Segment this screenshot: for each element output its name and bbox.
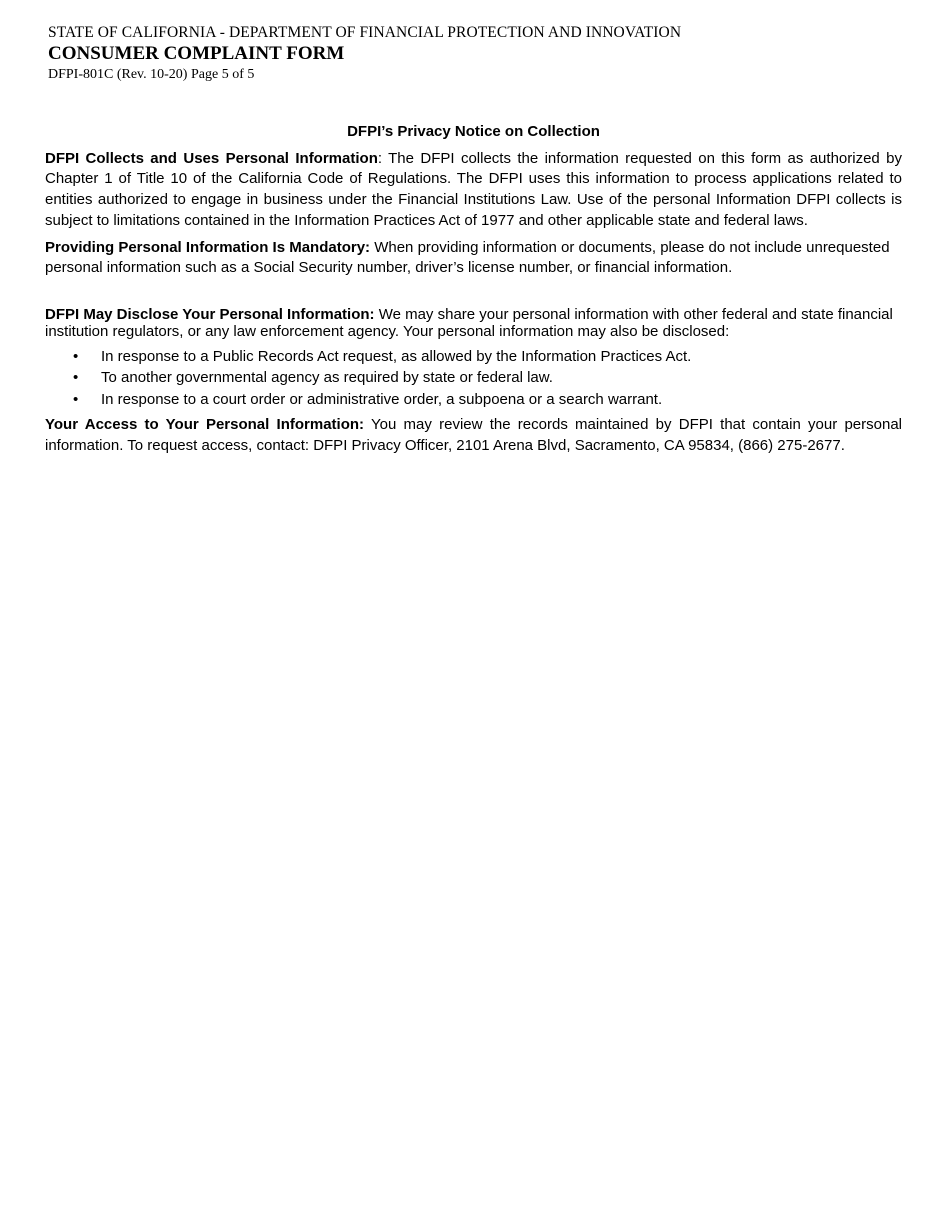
- collects-body: : The DFPI collects the information requested on this form as authorized by Chapter 1 of Title 10 of the California Code of Regulations. The DFPI uses this information to process applications related to entities authorized to engage in business under the Financial Institutions Law. Use of the personal Information DFPI collects is subject to limitations contained in the Information Practices Act of 1977 and other applicable state and federal laws.: [45, 149, 902, 229]
- access-paragraph: [45, 415, 902, 456]
- list-item: [45, 367, 902, 389]
- list-item-text: In response to a court order or administrative order, a subpoena or a search warrant.: [101, 390, 663, 408]
- list-item-text: To another governmental agency as required by state or federal law.: [101, 369, 553, 387]
- collects-paragraph: [45, 149, 902, 232]
- mandatory-heading: Providing Personal Information Is Mandatory:: [45, 238, 371, 256]
- bullet-icon: •: [73, 347, 79, 365]
- bullet-icon: •: [73, 369, 79, 387]
- access-heading: Your Access to Your Personal Information:: [45, 416, 365, 434]
- disclose-list: [45, 346, 902, 411]
- disclose-paragraph: [45, 306, 902, 340]
- list-item: [45, 346, 902, 368]
- list-item: [45, 389, 902, 411]
- access-body: You may review the records maintained by DFPI that contain your personal information. To request access, contact: DFPI Privacy Officer, 2101 Arena Blvd, Sacramento, CA 95834, (866) 275-2677.: [45, 416, 902, 455]
- disclose-heading: DFPI May Disclose Your Personal Information:: [45, 305, 375, 323]
- agency-name: STATE OF CALIFORNIA - DEPARTMENT OF FINANCIAL PROTECTION AND INNOVATION: [48, 24, 682, 41]
- bullet-icon: •: [73, 390, 79, 408]
- form-title: CONSUMER COMPLAINT FORM: [48, 43, 345, 64]
- privacy-notice: [45, 122, 902, 463]
- disclose-body: We may share your personal information with other federal and state financial institution regulators, or any law enforcement agency. Your personal information may also be disclosed:: [45, 305, 893, 340]
- mandatory-body: When providing information or documents, please do not include unrequested personal information such as a Social Security number, driver’s license number, or financial information.: [45, 238, 890, 277]
- list-item-text: In response to a Public Records Act request, as allowed by the Information Practices Act.: [101, 347, 692, 365]
- notice-title: DFPI’s Privacy Notice on Collection: [347, 123, 600, 140]
- mandatory-paragraph: [45, 238, 902, 279]
- collects-heading: DFPI Collects and Uses Personal Information: [45, 149, 378, 167]
- form-id-page: DFPI-801C (Rev. 10-20) Page 5 of 5: [48, 67, 255, 82]
- form-header: [48, 22, 681, 84]
